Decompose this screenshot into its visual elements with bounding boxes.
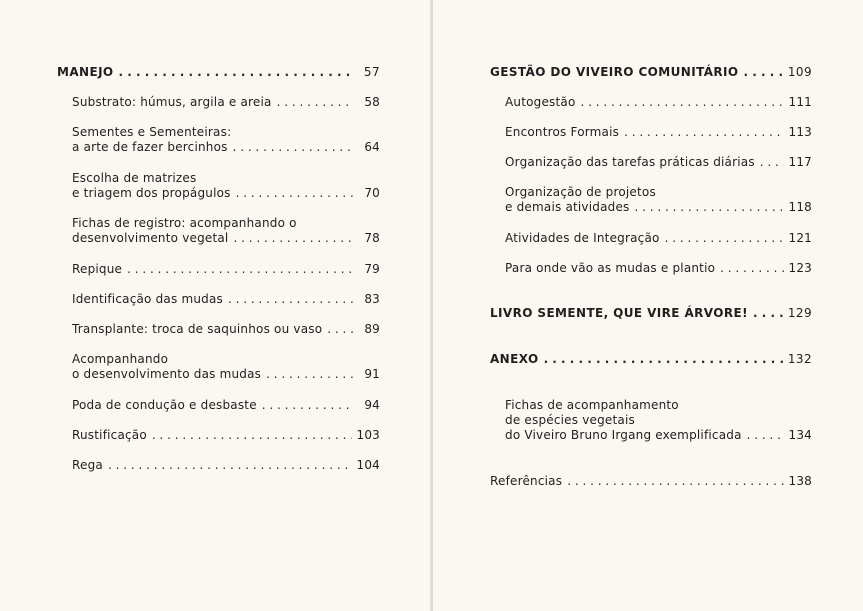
toc-page-number: 94 (364, 398, 380, 412)
toc-title: MANEJO (57, 65, 114, 79)
toc-title: do Viveiro Bruno Irgang exemplificada (505, 428, 742, 442)
toc-leader-dots (266, 367, 354, 382)
toc-entry[interactable] (72, 398, 380, 413)
toc-title: Autogestão (505, 95, 576, 109)
toc-entry[interactable] (72, 171, 380, 201)
toc-page-number: 134 (788, 428, 812, 442)
toc-page-number: 121 (788, 231, 812, 245)
toc-leader-dots (624, 125, 784, 140)
toc-title: ANEXO (490, 352, 539, 366)
toc-page-number: 79 (364, 262, 380, 276)
toc-page-number: 104 (356, 458, 380, 472)
toc-title: Repique (72, 262, 123, 276)
toc-entry[interactable] (72, 262, 380, 277)
toc-leader-dots (233, 140, 354, 155)
toc-page-number: 91 (364, 367, 380, 381)
toc-title: Escolha de matrizes (72, 171, 197, 185)
toc-entry[interactable] (72, 292, 380, 307)
toc-entry[interactable] (505, 231, 812, 246)
toc-leader-dots (108, 458, 353, 473)
toc-entry[interactable] (505, 398, 812, 443)
toc-page-number: 89 (364, 322, 380, 336)
toc-title: Atividades de Integração (505, 231, 660, 245)
toc-entry[interactable] (505, 155, 812, 170)
toc-title: GESTÃO DO VIVEIRO COMUNITÁRIO (490, 65, 739, 79)
toc-section-anexo[interactable] (490, 352, 812, 367)
toc-page-number: 117 (788, 155, 812, 169)
toc-page-number: 58 (364, 95, 380, 109)
toc-section-gestao[interactable] (490, 65, 812, 80)
toc-leader-dots (753, 306, 784, 321)
toc-page-number: 111 (788, 95, 812, 109)
toc-title: a arte de fazer bercinhos (72, 140, 228, 154)
toc-leader-dots (277, 95, 354, 110)
toc-leader-dots (327, 322, 354, 337)
toc-entry[interactable] (72, 322, 380, 337)
toc-leader-dots (760, 155, 785, 170)
toc-title: Acompanhando (72, 352, 169, 366)
toc-entry[interactable] (505, 261, 812, 276)
toc-title: Identificação das mudas (72, 292, 223, 306)
toc-title: de espécies vegetais (505, 413, 635, 427)
toc-title: Organização de projetos (505, 185, 656, 199)
toc-title: e demais atividades (505, 200, 630, 214)
toc-title: Transplante: troca de saquinhos ou vaso (72, 322, 323, 336)
toc-leader-dots (744, 65, 784, 80)
toc-leader-dots (262, 398, 354, 413)
toc-title: o desenvolvimento das mudas (72, 367, 262, 381)
toc-page-number: 138 (788, 474, 812, 488)
toc-page-number: 129 (787, 306, 812, 320)
toc-entry[interactable] (72, 428, 380, 443)
toc-leader-dots (544, 352, 784, 367)
toc-page-number: 113 (788, 125, 812, 139)
toc-section-livro[interactable] (490, 306, 812, 321)
toc-page-number: 57 (363, 65, 380, 79)
toc-leader-dots (635, 200, 785, 215)
toc-title: e triagem dos propágulos (72, 186, 231, 200)
toc-title: Rustificação (72, 428, 147, 442)
toc-entry[interactable] (72, 125, 380, 155)
toc-leader-dots (127, 262, 354, 277)
toc-title: Organização das tarefas práticas diárias (505, 155, 755, 169)
toc-leader-dots (152, 428, 353, 443)
toc-title: Sementes e Sementeiras: (72, 125, 232, 139)
toc-entry[interactable] (72, 458, 380, 473)
toc-leader-dots (720, 261, 784, 276)
toc-page-number: 103 (356, 428, 380, 442)
toc-page-number: 83 (364, 292, 380, 306)
toc-title: desenvolvimento vegetal (72, 231, 229, 245)
toc-entry[interactable] (72, 95, 380, 110)
toc-page-number: 123 (788, 261, 812, 275)
toc-page-number: 64 (364, 140, 380, 154)
toc-page-number: 132 (787, 352, 812, 366)
toc-leader-dots (567, 474, 784, 489)
toc-title: Rega (72, 458, 103, 472)
toc-title: Fichas de acompanhamento (505, 398, 679, 412)
toc-section-manejo[interactable] (57, 65, 380, 80)
toc-section-referencias[interactable] (490, 474, 812, 489)
toc-title: Referências (490, 474, 563, 488)
toc-page-number: 78 (364, 231, 380, 245)
toc-title: LIVRO SEMENTE, QUE VIRE ÁRVORE! (490, 306, 748, 320)
toc-entry[interactable] (505, 125, 812, 140)
toc-page-number: 118 (788, 200, 812, 214)
toc-title: Para onde vão as mudas e plantio (505, 261, 716, 275)
toc-leader-dots (747, 428, 785, 443)
toc-page-number: 70 (364, 186, 380, 200)
toc-title: Poda de condução e desbaste (72, 398, 257, 412)
toc-entry[interactable] (505, 95, 812, 110)
toc-leader-dots (228, 292, 354, 307)
toc-leader-dots (581, 95, 785, 110)
toc-entry[interactable] (72, 352, 380, 382)
toc-title: Encontros Formais (505, 125, 620, 139)
toc-leader-dots (233, 231, 354, 246)
toc-title: Fichas de registro: acompanhando o (72, 216, 297, 230)
toc-entry[interactable] (72, 216, 380, 246)
toc-page-number: 109 (787, 65, 812, 79)
toc-entry[interactable] (505, 185, 812, 215)
toc-title: Substrato: húmus, argila e areia (72, 95, 272, 109)
toc-leader-dots (119, 65, 354, 80)
toc-leader-dots (236, 186, 354, 201)
toc-leader-dots (665, 231, 785, 246)
